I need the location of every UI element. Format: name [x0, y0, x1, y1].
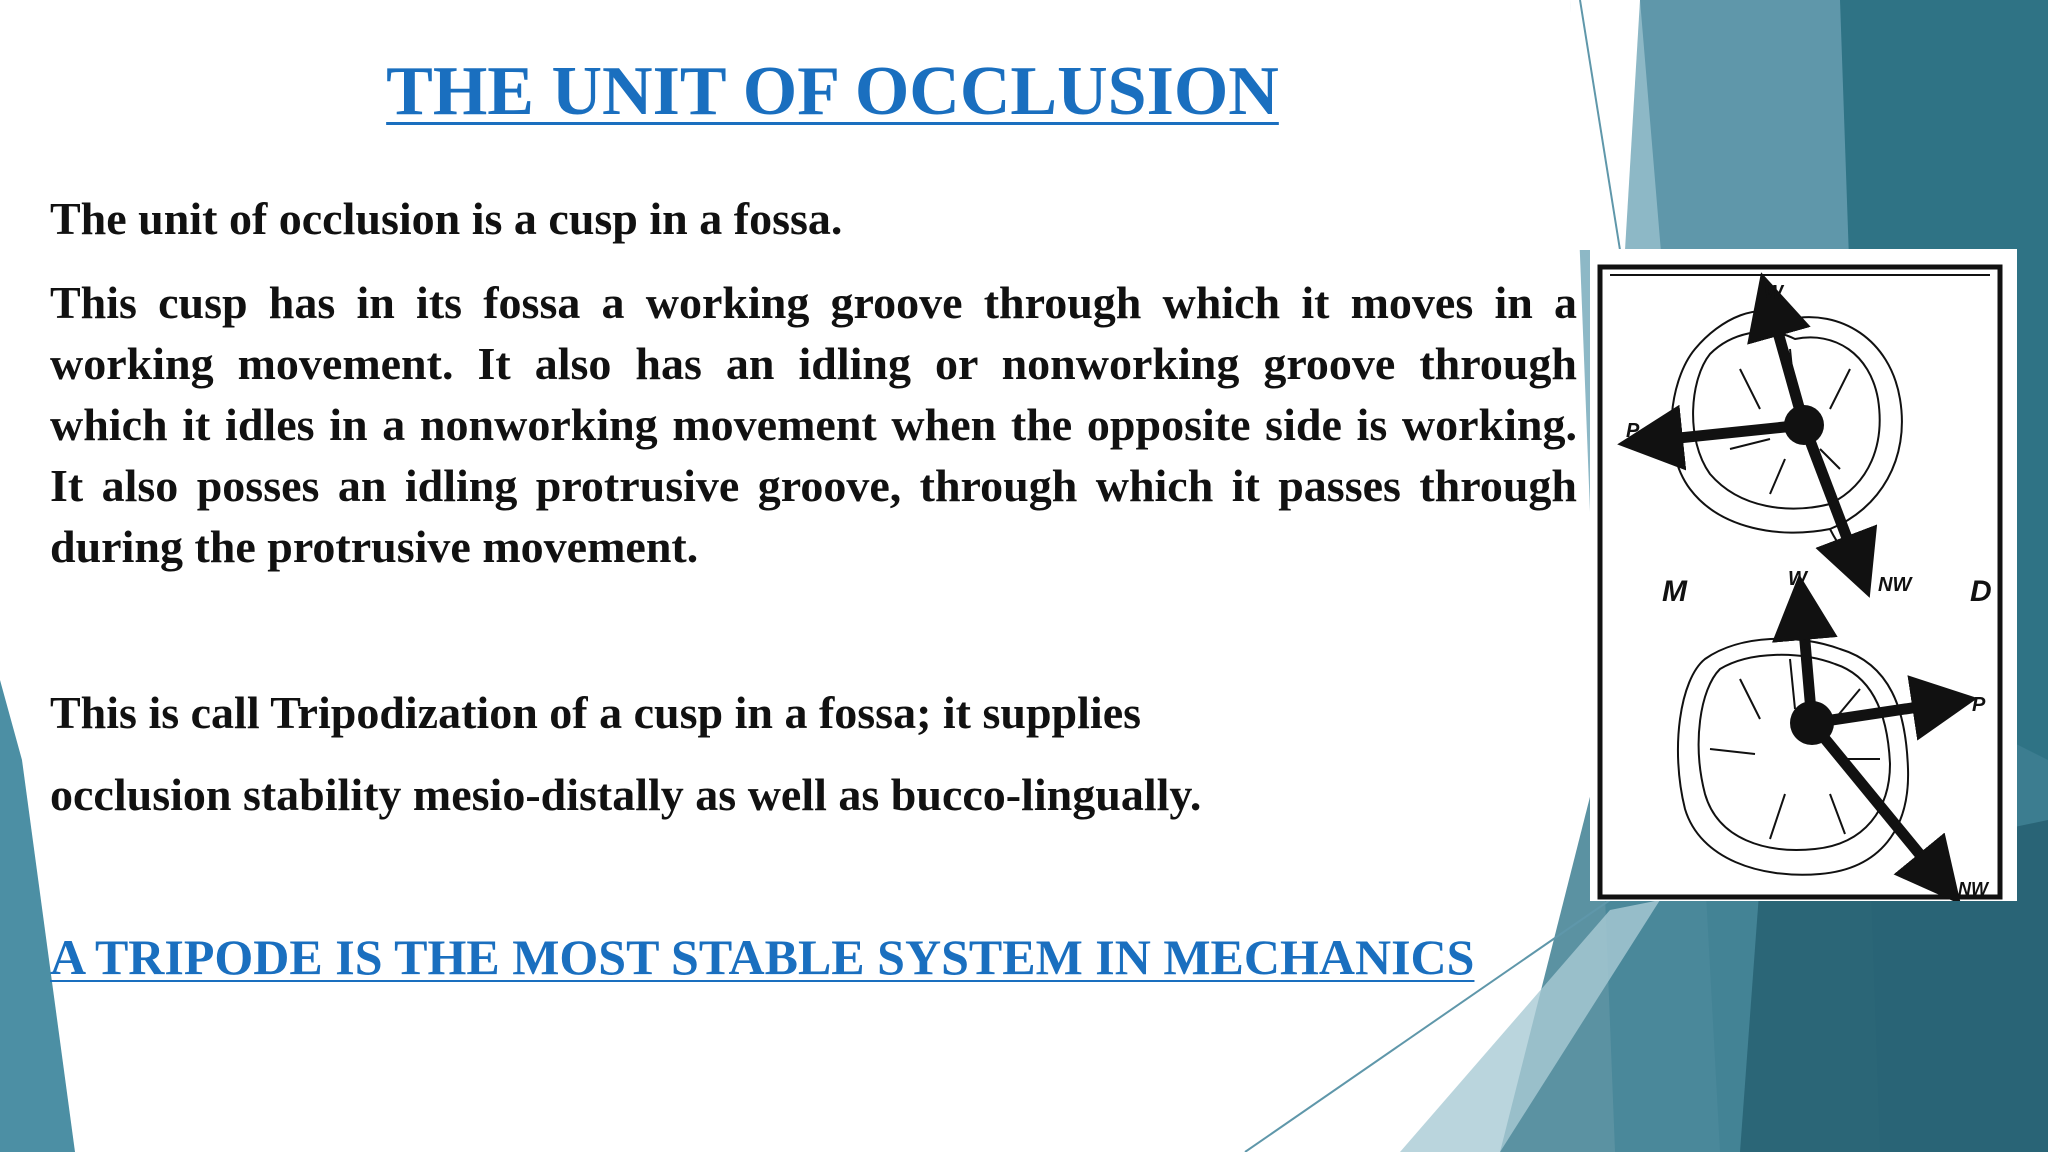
lower-cusp-point [1790, 701, 1834, 745]
lower-label-w: W [1788, 568, 1807, 590]
paragraph-intro: The unit of occlusion is a cusp in a fossa. [50, 193, 843, 244]
paragraph-tripodization-line2: occlusion stability mesio-distally as well as bucco-lingually. [50, 769, 1202, 820]
slide-title: THE UNIT OF OCCLUSION [386, 53, 1279, 130]
decor-left-sliver [0, 680, 75, 1152]
label-distal: D [1970, 575, 1992, 608]
upper-label-w: W [1764, 282, 1783, 304]
label-mesial: M [1662, 575, 1687, 608]
lower-arrows [1802, 607, 1945, 879]
upper-label-p: P [1626, 420, 1640, 442]
paragraph-tripodization-line1: This is call Tripodization of a cusp in a fossa; it supplies [50, 687, 1142, 738]
lower-label-nw: NW [1958, 879, 1988, 899]
lower-tooth [1678, 639, 1908, 875]
tooth-cusp-diagram [1590, 249, 2017, 901]
upper-cusp-point [1784, 405, 1824, 445]
lower-label-p: P [1972, 694, 1986, 716]
paragraph-grooves: This cusp has in its fossa a working groove through which it moves in a working movement. It also has an idling or nonworking groove through which it idles in a nonworking movement when the opposite side is working. It also posses an idling protrusive groove, through which it passes through during the protrusive movement. [50, 277, 1577, 572]
tripod-tagline: A TRIPODE IS THE MOST STABLE SYSTEM IN MECHANICS [50, 929, 1475, 985]
upper-label-nw: NW [1878, 574, 1912, 596]
